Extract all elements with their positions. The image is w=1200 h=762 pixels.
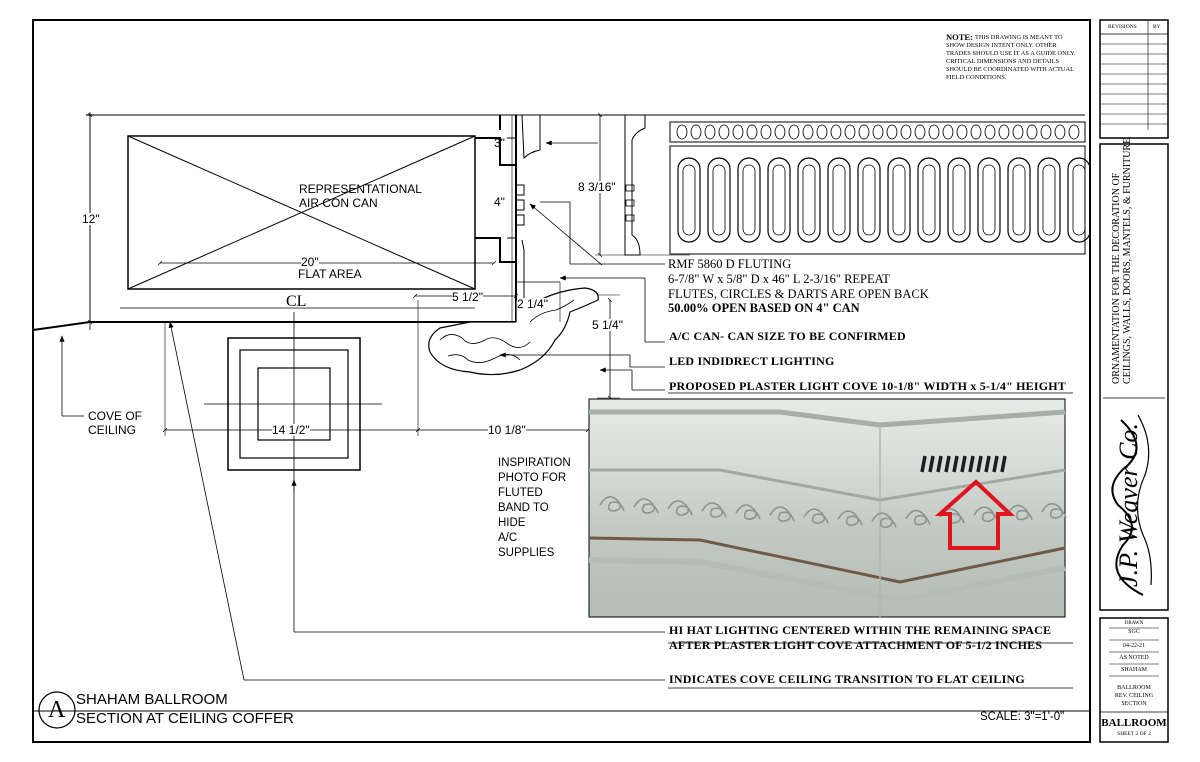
callout-cove: PROPOSED PLASTER LIGHT COVE 10-1/8" WIDTH x 5-1/4" HEIGHT (669, 379, 1067, 393)
flute-loop (798, 158, 820, 242)
sheet-desc-3: SECTION (1121, 701, 1147, 707)
callout-hi-hat-1: HI HAT LIGHTING CENTERED WITHIN THE REMAINING SPACE (669, 623, 1052, 637)
dart-ornament (761, 125, 771, 139)
dart-ornament (915, 125, 925, 139)
note-line-2: SHOW DESIGN INTENT ONLY. OTHER (946, 42, 1057, 49)
fluting-line-1: RMF 5860 D FLUTING (668, 257, 792, 271)
flute-inner (923, 165, 935, 235)
callout-led: LED INDIDRECT LIGHTING (669, 354, 835, 368)
flute-inner (683, 165, 695, 235)
dart-ornament (691, 125, 701, 139)
company-logo (1112, 415, 1151, 595)
dart-ornament (957, 125, 967, 139)
flute-loop (828, 158, 850, 242)
dart-ornament (775, 125, 785, 139)
flute-inner (833, 165, 845, 235)
cove-curve (33, 322, 96, 330)
note-line-3: TRADES SHOULD USE IT AS A GUIDE ONLY. (946, 50, 1076, 57)
inspiration-line-7: SUPPLIES (498, 547, 555, 559)
flat-area-label: FLAT AREA (298, 267, 362, 281)
flute-loop (948, 158, 970, 242)
flute-loop (918, 158, 940, 242)
note-line-1: THIS DRAWING IS MEANT TO (975, 34, 1063, 41)
dim-10-1-8: 10 1/8" (488, 423, 526, 437)
dart-ornament (845, 125, 855, 139)
centerline-symbol: CL (286, 293, 307, 310)
flute-inner (773, 165, 785, 235)
inspiration-line-2: PHOTO FOR (498, 472, 567, 484)
fluting-line-2: 6-7/8" W x 5/8" D x 46" L 2-3/16" REPEAT (668, 272, 890, 286)
note-line-6: FIELD CONDITIONS. (946, 74, 1007, 81)
dart-ornament (901, 125, 911, 139)
dart-ornament (985, 125, 995, 139)
callout-hi-hat-2: AFTER PLASTER LIGHT COVE ATTACHMENT OF 5-1/2 INCHES (669, 638, 1043, 652)
flute-inner (1073, 165, 1085, 235)
flute-inner (953, 165, 965, 235)
company-line-2: CEILINGS, WALLS, DOORS, MANTELS, & FURNITURE (1122, 137, 1133, 384)
scale-label: SCALE: 3"=1'-0" (980, 711, 1065, 723)
dart-ornament (719, 125, 729, 139)
cove-label-2: CEILING (88, 423, 137, 437)
note-heading: NOTE: (946, 32, 973, 42)
flute-loop (1038, 158, 1060, 242)
air-con-label-1: REPRESENTATIONAL (299, 182, 422, 196)
dart-ornament (1027, 125, 1037, 139)
flute-inner (803, 165, 815, 235)
dart-ornament (1041, 125, 1051, 139)
dim-12: 12" (82, 212, 100, 226)
dim-8-3-16: 8 3/16" (578, 180, 616, 194)
flute-loop (888, 158, 910, 242)
flute-inner (863, 165, 875, 235)
svg-text:J.P. Weaver Co.: J.P. Weaver Co. (1114, 423, 1143, 587)
dart-ornament (1055, 125, 1065, 139)
dart-ornament (943, 125, 953, 139)
dart-ornament (859, 125, 869, 139)
inspiration-line-3: FLUTED (498, 487, 543, 499)
flute-inner (743, 165, 755, 235)
dart-ornament (1013, 125, 1023, 139)
inspiration-line-4: BAND TO (498, 502, 549, 514)
dart-ornament (733, 125, 743, 139)
dim-4: 4" (494, 195, 505, 209)
title-line-1: SHAHAM BALLROOM (76, 691, 228, 708)
flute-loop (858, 158, 880, 242)
dart-ornament (999, 125, 1009, 139)
flute-loop (1008, 158, 1030, 242)
inspiration-line-5: HIDE (498, 517, 526, 529)
dim-5-1-2: 5 1/2" (452, 290, 483, 304)
title-line-2: SECTION AT CEILING COFFER (76, 710, 294, 727)
sheet-desc-1: BALLROOM (1117, 685, 1151, 691)
dart-ornament (677, 125, 687, 139)
revisions-label: REVISIONS (1108, 24, 1137, 30)
air-con-label-2: AIR CON CAN (299, 196, 378, 210)
dim-3: 3" (494, 136, 505, 150)
flute-loop (738, 158, 760, 242)
section-letter: A (48, 697, 66, 723)
dart-ornament (747, 125, 757, 139)
sheet-desc-2: REV. CEILING (1114, 693, 1154, 699)
revisions-by-label: BY (1153, 24, 1161, 30)
flute-inner (713, 165, 725, 235)
scale-value: AS NOTED (1119, 655, 1149, 661)
dim-5-1-4: 5 1/4" (592, 318, 623, 332)
dart-ornament (789, 125, 799, 139)
flute-loop (708, 158, 730, 242)
dart-ornament (831, 125, 841, 139)
sheet-number: SHEET 2 OF 2 (1117, 731, 1151, 737)
hi-hat-plan (204, 312, 382, 490)
flat-area-dim: 20" (301, 255, 319, 269)
flute-loop (1068, 158, 1090, 242)
callout-transition: INDICATES COVE CEILING TRANSITION TO FLAT CEILING (669, 672, 1025, 686)
company-line-1: ORNAMENTATION FOR THE DECORATION OF (1111, 172, 1122, 384)
flute-loop (768, 158, 790, 242)
fluting-line-3: FLUTES, CIRCLES & DARTS ARE OPEN BACK (668, 287, 929, 301)
inspiration-line-6: A/C (498, 532, 518, 544)
cove-label-1: COVE OF (88, 409, 143, 423)
fluting-band-elevation (670, 122, 1090, 254)
dim-14-1-2: 14 1/2" (272, 423, 310, 437)
dart-ornament (817, 125, 827, 139)
inspiration-photo (589, 399, 1066, 617)
note-line-5: SHOULD BE COORDINATED WITH ACTUAL (946, 66, 1075, 73)
dart-ornament (803, 125, 813, 139)
dart-ornament (971, 125, 981, 139)
dart-ornament (1069, 125, 1079, 139)
note-line-4: CRITICAL DIMENSIONS AND DETAILS (946, 58, 1060, 65)
flute-inner (893, 165, 905, 235)
flute-loop (678, 158, 700, 242)
flute-inner (983, 165, 995, 235)
job-value: SHAHAM (1120, 667, 1147, 673)
callout-ac-can: A/C CAN- CAN SIZE TO BE CONFIRMED (669, 329, 906, 343)
flute-loop (978, 158, 1000, 242)
dart-ornament (929, 125, 939, 139)
flute-inner (1013, 165, 1025, 235)
flute-inner (1043, 165, 1055, 235)
inspiration-line-1: INSPIRATION (498, 457, 571, 469)
dart-ornament (705, 125, 715, 139)
drawn-label: DRAWN (1124, 621, 1144, 626)
dim-2-1-4: 2 1/4" (517, 297, 548, 311)
sheet-name: BALLROOM (1101, 717, 1167, 729)
date-value: 04-22-21 (1123, 643, 1145, 649)
dart-ornament (887, 125, 897, 139)
fluting-line-4: 50.00% OPEN BASED ON 4" CAN (668, 301, 860, 315)
dart-ornament (873, 125, 883, 139)
drawn-value: SGC (1128, 629, 1140, 635)
